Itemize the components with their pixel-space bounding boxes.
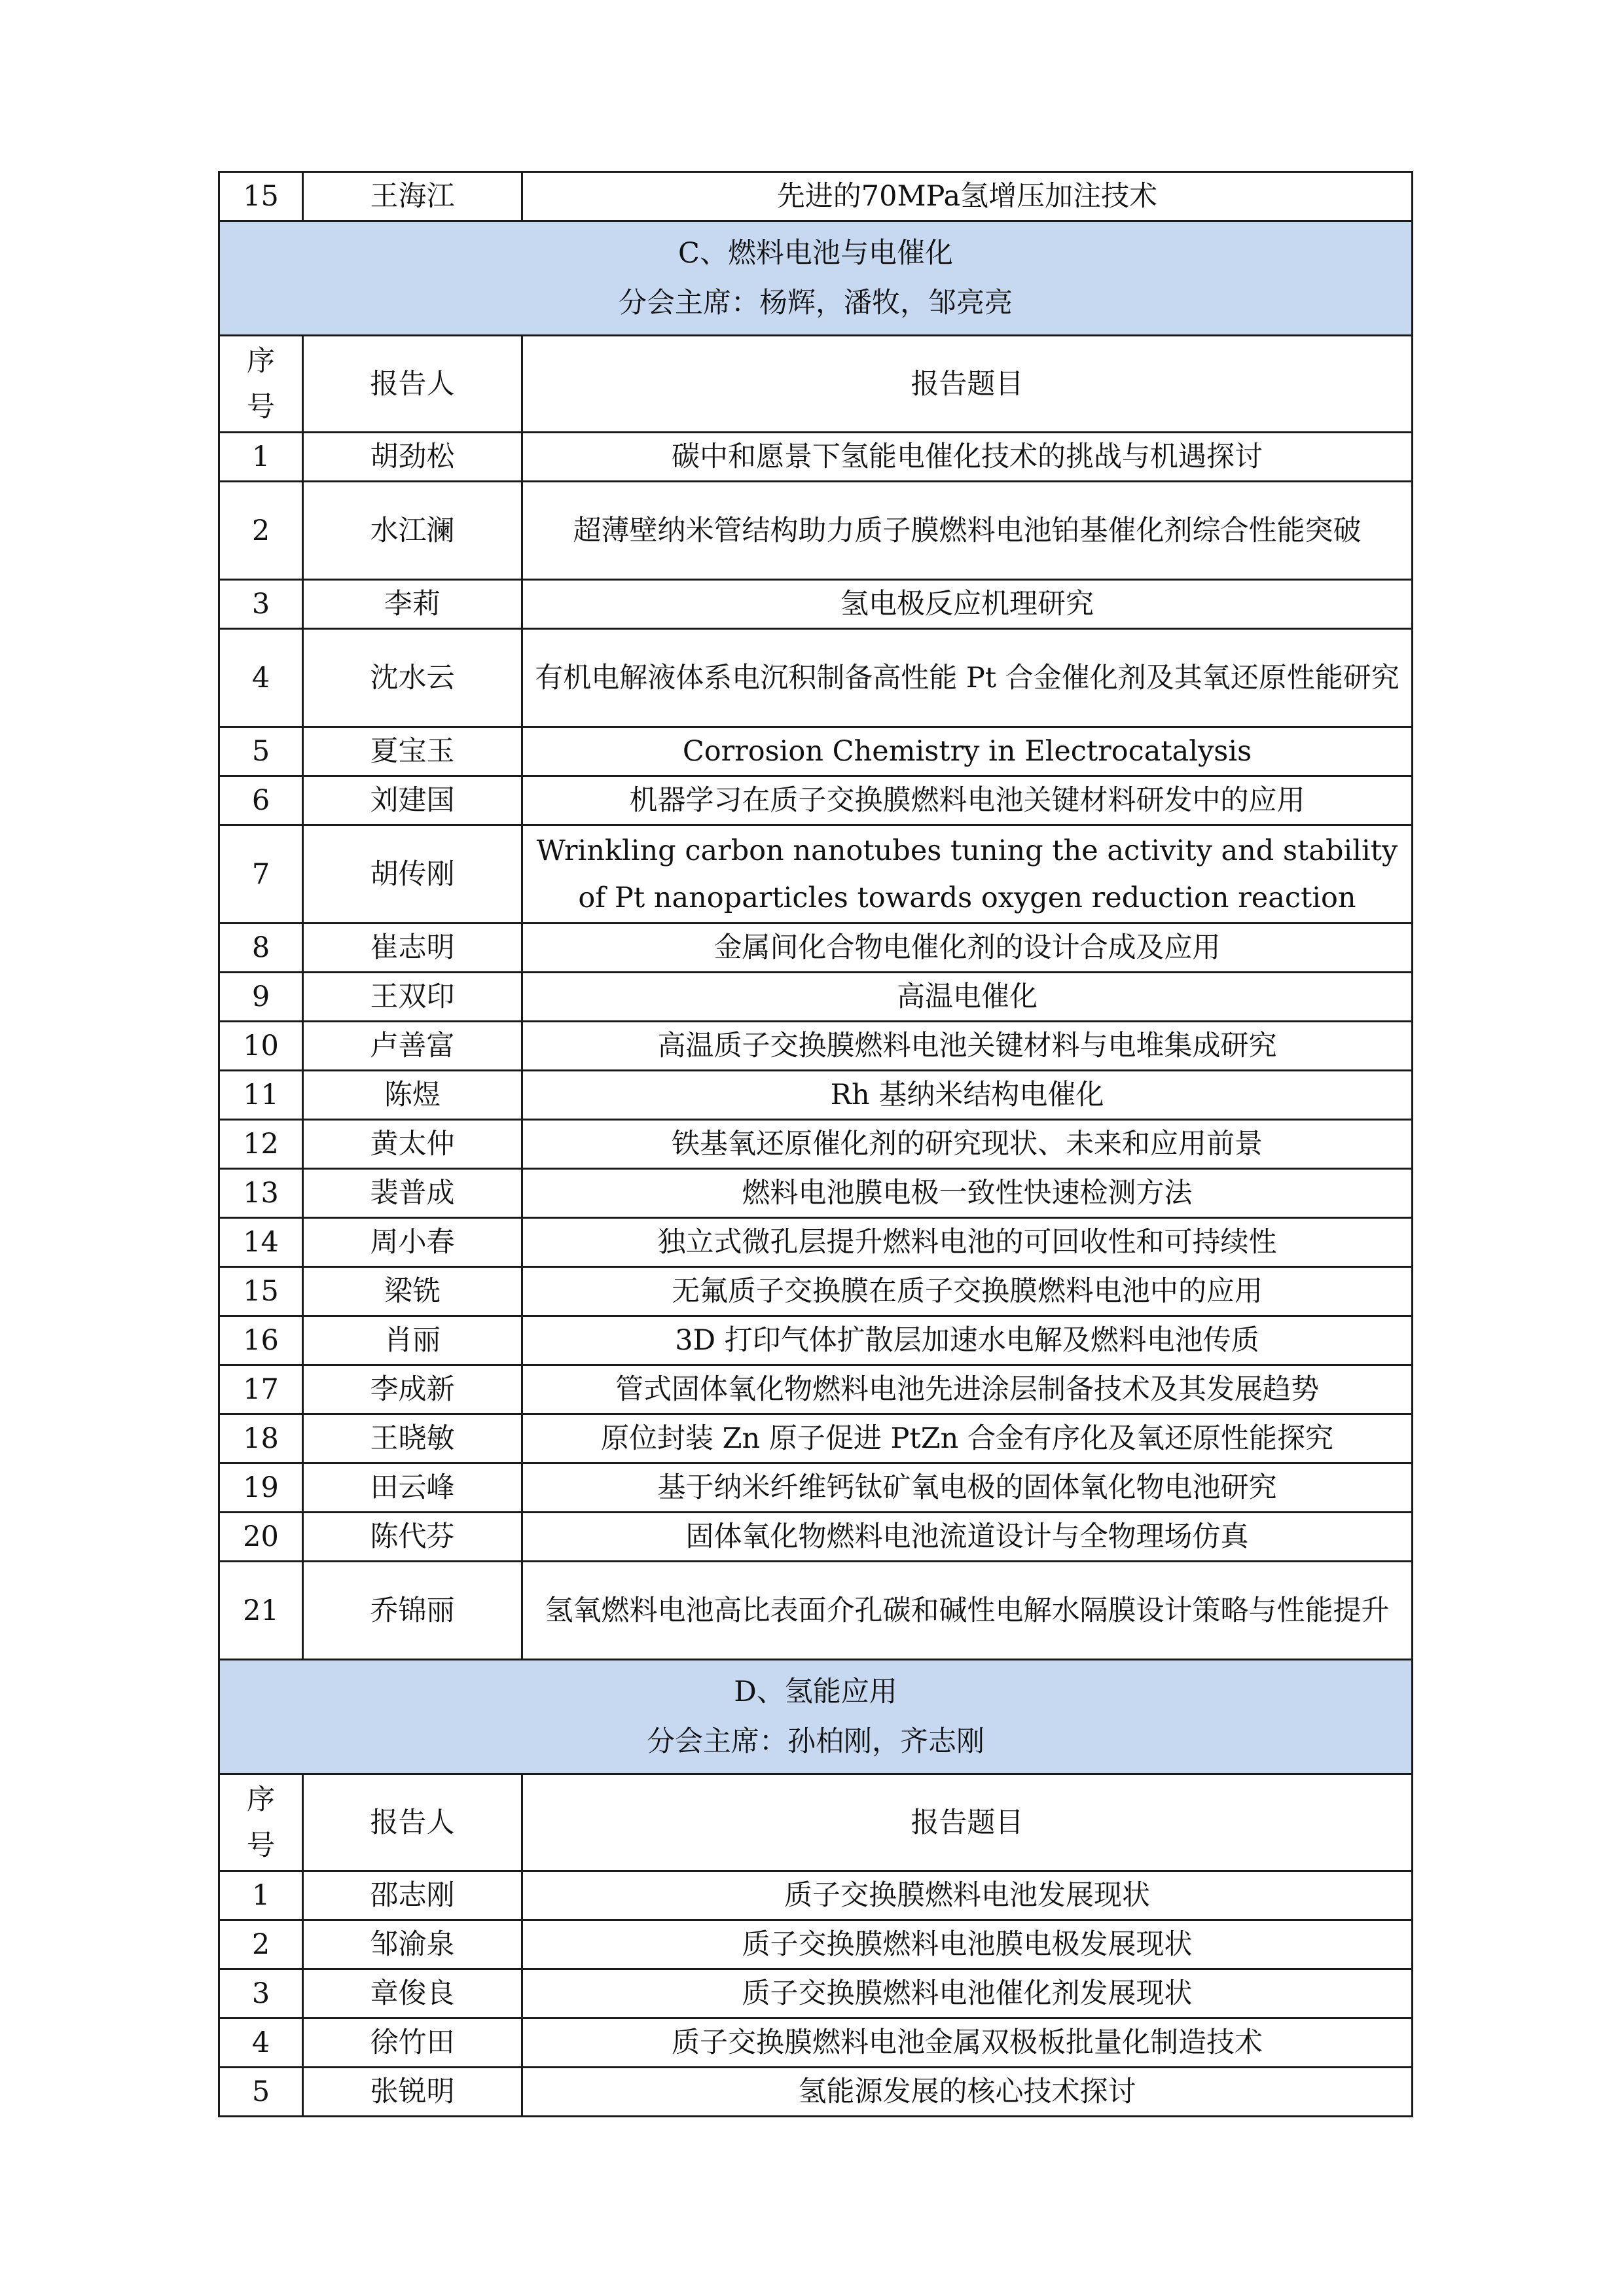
row-number: 18 (219, 1414, 303, 1463)
table-row (219, 1562, 1413, 1660)
table-row (219, 1071, 1413, 1120)
row-number: 3 (219, 1969, 303, 2018)
row-number: 19 (219, 1463, 303, 1513)
report-title: 氢氧燃料电池高比表面介孔碳和碱性电解水隔膜设计策略与性能提升 (522, 1562, 1413, 1660)
report-title: 氢电极反应机理研究 (522, 580, 1413, 629)
row-number: 3 (219, 580, 303, 629)
report-title: 铁基氧还原催化剂的研究现状、未来和应用前景 (522, 1120, 1413, 1169)
speaker-name: 田云峰 (303, 1463, 522, 1513)
report-title: 机器学习在质子交换膜燃料电池关键材料研发中的应用 (522, 776, 1413, 825)
header-number (219, 1774, 303, 1871)
section-chairs: 分会主席：杨辉，潘牧，邹亮亮 (619, 287, 1013, 319)
table-row (219, 1513, 1413, 1562)
speaker-name: 陈煜 (303, 1071, 522, 1120)
row-number: 2 (219, 1920, 303, 1969)
speaker-name: 邵志刚 (303, 1871, 522, 1920)
table-row (219, 629, 1413, 727)
table-row (219, 482, 1413, 580)
header-title: 报告题目 (522, 336, 1413, 433)
table-row (219, 1969, 1413, 2018)
row-number: 20 (219, 1513, 303, 1562)
program-table (218, 171, 1413, 2117)
report-title: 原位封装 Zn 原子促进 PtZn 合金有序化及氧还原性能探究 (522, 1414, 1413, 1463)
table-row (219, 1218, 1413, 1267)
table-row (219, 727, 1413, 776)
speaker-name: 乔锦丽 (303, 1562, 522, 1660)
column-header-row (219, 1774, 1413, 1871)
speaker-name: 李成新 (303, 1365, 522, 1414)
row-number: 7 (219, 825, 303, 924)
row-number: 11 (219, 1071, 303, 1120)
table-row (219, 1022, 1413, 1071)
table-row (219, 1365, 1413, 1414)
report-title: 质子交换膜燃料电池金属双极板批量化制造技术 (522, 2018, 1413, 2068)
row-number: 10 (219, 1022, 303, 1071)
report-title: 质子交换膜燃料电池催化剂发展现状 (522, 1969, 1413, 2018)
header-number-line1: 序 (247, 1783, 275, 1816)
row-number: 14 (219, 1218, 303, 1267)
section-title: C、燃料电池与电催化 (678, 237, 953, 270)
row-number: 1 (219, 1871, 303, 1920)
row-number: 16 (219, 1316, 303, 1365)
table-row (219, 924, 1413, 973)
report-title: 碳中和愿景下氢能电催化技术的挑战与机遇探讨 (522, 433, 1413, 482)
table-row (219, 1920, 1413, 1969)
table-row (219, 2018, 1413, 2068)
row-number: 5 (219, 2068, 303, 2117)
table-row (219, 1120, 1413, 1169)
column-header-row (219, 336, 1413, 433)
table-row (219, 1414, 1413, 1463)
section-chairs: 分会主席：孙柏刚，齐志刚 (647, 1725, 984, 1758)
speaker-name: 邹渝泉 (303, 1920, 522, 1969)
row-number: 2 (219, 482, 303, 580)
speaker-name: 徐竹田 (303, 2018, 522, 2068)
report-title: 固体氧化物燃料电池流道设计与全物理场仿真 (522, 1513, 1413, 1562)
table-row (219, 776, 1413, 825)
report-title: 氢能源发展的核心技术探讨 (522, 2068, 1413, 2117)
report-title: 独立式微孔层提升燃料电池的可回收性和可持续性 (522, 1218, 1413, 1267)
row-number: 4 (219, 629, 303, 727)
row-number: 15 (219, 172, 303, 221)
report-title: Rh 基纳米结构电催化 (522, 1071, 1413, 1120)
table-row (219, 973, 1413, 1022)
speaker-name: 王晓敏 (303, 1414, 522, 1463)
table-row (219, 1169, 1413, 1218)
header-title: 报告题目 (522, 1774, 1413, 1871)
row-number: 21 (219, 1562, 303, 1660)
speaker-name: 沈水云 (303, 629, 522, 727)
table-row (219, 2068, 1413, 2117)
speaker-name: 周小春 (303, 1218, 522, 1267)
row-number: 8 (219, 924, 303, 973)
table-row (219, 1316, 1413, 1365)
table-row (219, 1871, 1413, 1920)
speaker-name: 陈代芬 (303, 1513, 522, 1562)
report-title: 管式固体氧化物燃料电池先进涂层制备技术及其发展趋势 (522, 1365, 1413, 1414)
program-table-body (219, 172, 1413, 2117)
header-number (219, 336, 303, 433)
table-row (219, 172, 1413, 221)
speaker-name: 水江澜 (303, 482, 522, 580)
table-row (219, 433, 1413, 482)
report-title: 3D 打印气体扩散层加速水电解及燃料电池传质 (522, 1316, 1413, 1365)
row-number: 5 (219, 727, 303, 776)
header-number-line2: 号 (247, 390, 275, 423)
report-title: 有机电解液体系电沉积制备高性能 Pt 合金催化剂及其氧还原性能研究 (522, 629, 1413, 727)
section-heading-row (219, 221, 1413, 336)
section-title: D、氢能应用 (734, 1676, 897, 1708)
speaker-name: 李莉 (303, 580, 522, 629)
row-number: 6 (219, 776, 303, 825)
speaker-name: 刘建国 (303, 776, 522, 825)
header-speaker: 报告人 (303, 1774, 522, 1871)
speaker-name: 章俊良 (303, 1969, 522, 2018)
row-number: 12 (219, 1120, 303, 1169)
report-title: 质子交换膜燃料电池膜电极发展现状 (522, 1920, 1413, 1969)
report-title: 高温质子交换膜燃料电池关键材料与电堆集成研究 (522, 1022, 1413, 1071)
speaker-name: 胡劲松 (303, 433, 522, 482)
speaker-name: 黄太仲 (303, 1120, 522, 1169)
report-title: 质子交换膜燃料电池发展现状 (522, 1871, 1413, 1920)
header-number-line2: 号 (247, 1829, 275, 1862)
row-number: 15 (219, 1267, 303, 1316)
row-number: 17 (219, 1365, 303, 1414)
speaker-name: 王双印 (303, 973, 522, 1022)
speaker-name: 裴普成 (303, 1169, 522, 1218)
speaker-name: 王海江 (303, 172, 522, 221)
table-row (219, 825, 1413, 924)
section-heading-row (219, 1660, 1413, 1774)
row-number: 13 (219, 1169, 303, 1218)
table-row (219, 1267, 1413, 1316)
report-title: 无氟质子交换膜在质子交换膜燃料电池中的应用 (522, 1267, 1413, 1316)
speaker-name: 张锐明 (303, 2068, 522, 2117)
report-title: Corrosion Chemistry in Electrocatalysis (522, 727, 1413, 776)
report-title: 超薄壁纳米管结构助力质子膜燃料电池铂基催化剂综合性能突破 (522, 482, 1413, 580)
header-number-line1: 序 (247, 344, 275, 378)
speaker-name: 梁铣 (303, 1267, 522, 1316)
speaker-name: 崔志明 (303, 924, 522, 973)
row-number: 4 (219, 2018, 303, 2068)
section-heading-cell (219, 1660, 1413, 1774)
report-title: 燃料电池膜电极一致性快速检测方法 (522, 1169, 1413, 1218)
table-row (219, 1463, 1413, 1513)
report-title: 基于纳米纤维钙钛矿氧电极的固体氧化物电池研究 (522, 1463, 1413, 1513)
report-title: 高温电催化 (522, 973, 1413, 1022)
section-heading-cell (219, 221, 1413, 336)
speaker-name: 胡传刚 (303, 825, 522, 924)
speaker-name: 肖丽 (303, 1316, 522, 1365)
table-row (219, 580, 1413, 629)
speaker-name: 卢善富 (303, 1022, 522, 1071)
row-number: 1 (219, 433, 303, 482)
row-number: 9 (219, 973, 303, 1022)
report-title: Wrinkling carbon nanotubes tuning the activity and stability of Pt nanoparticles towards oxygen reduction reaction (522, 825, 1413, 924)
header-speaker: 报告人 (303, 336, 522, 433)
report-title: 先进的70MPa氢增压加注技术 (522, 172, 1413, 221)
speaker-name: 夏宝玉 (303, 727, 522, 776)
report-title: 金属间化合物电催化剂的设计合成及应用 (522, 924, 1413, 973)
